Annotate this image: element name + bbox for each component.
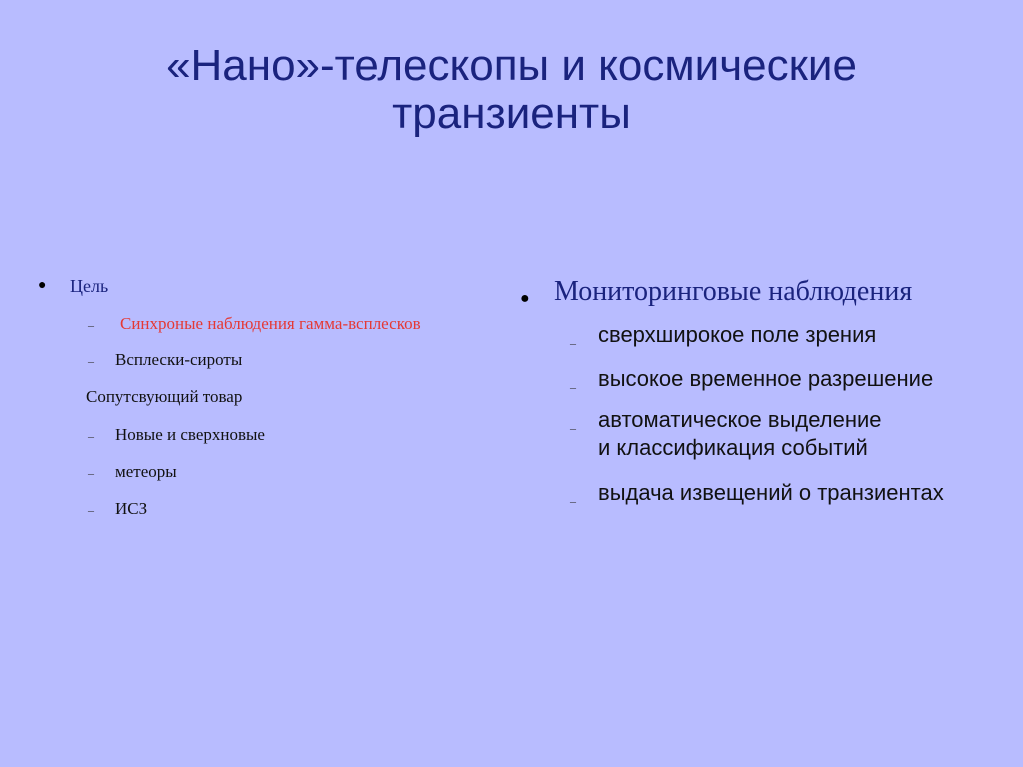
list-item-novae: Новые и сверхновые [115,425,265,444]
list-item-meteors: метеоры [115,462,177,481]
list-item-field: сверхширокое поле зрения [598,322,877,347]
bullet-icon: ● [38,278,47,293]
list-item-classification: и классификация событий [598,435,868,460]
list-item-alerts: выдача извещений о транзиентах [598,480,944,505]
list-item-time-resolution: высокое временное разрешение [598,366,934,391]
dash-icon: – [88,503,94,517]
dash-icon: – [570,421,576,435]
dash-icon: – [570,336,576,350]
list-item-auto-detect: автоматическое выделение [598,407,882,432]
goal-heading: Цель [70,276,109,296]
slide-title-line1: «Нано»-телескопы и космические [166,41,857,90]
dash-icon: – [88,466,94,480]
dash-icon: – [88,429,94,443]
dash-icon: – [88,318,94,332]
monitoring-heading: Мониторинговые наблюдения [554,276,913,307]
list-item-satellites: ИСЗ [115,499,148,518]
dash-icon: – [88,354,94,368]
secondary-heading: Сопутсвующий товар [86,387,243,406]
dash-icon: – [570,494,576,508]
list-item-orphan: Всплески-сироты [115,350,243,369]
slide-title-line2: транзиенты [392,89,631,138]
bullet-icon: ● [520,290,530,307]
list-item-grb: Синхроные наблюдения гамма-всплесков [120,314,421,333]
slide-title [0,42,1023,138]
dash-icon: – [570,380,576,394]
